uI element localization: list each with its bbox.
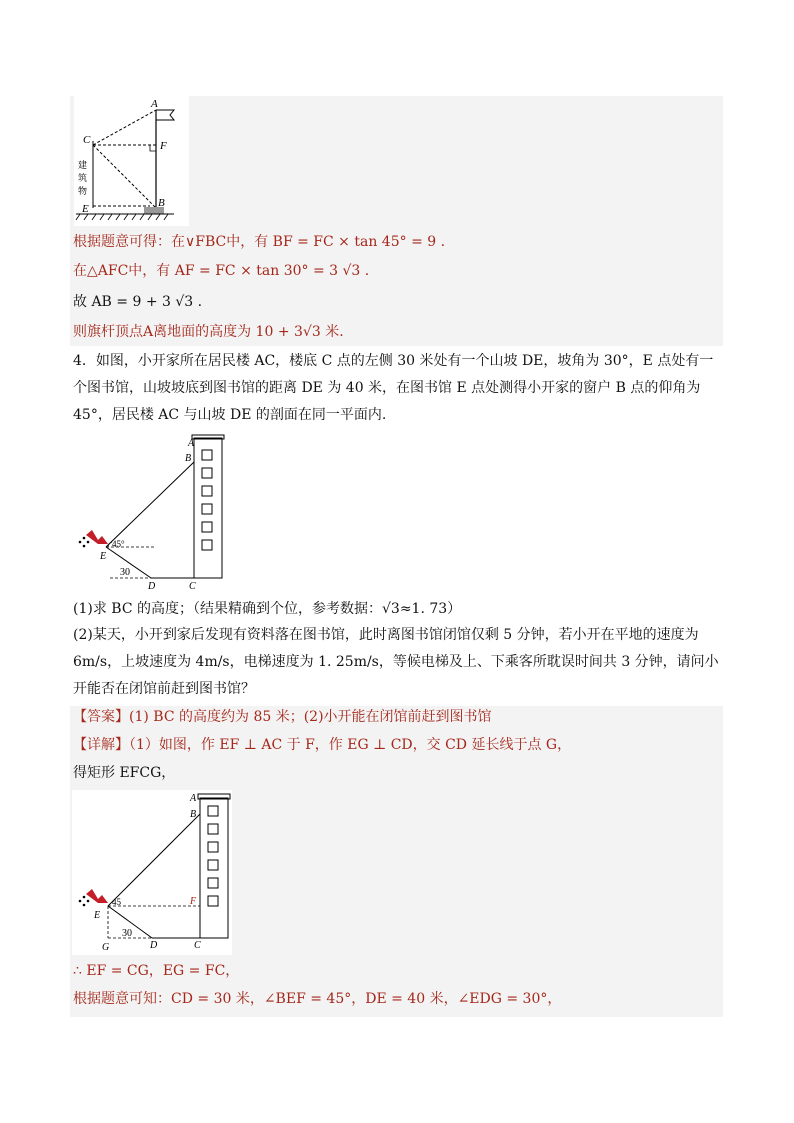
library-figure-1 [74, 432, 234, 592]
library-figure-2 [72, 790, 232, 955]
detail-text: （1）如图，作 EF ⊥ AC 于 F，作 EG ⊥ CD，交 CD 延长线于点 G， [129, 737, 572, 753]
after-line-1: ∴ EF = CG，EG = FC， [73, 963, 240, 979]
building-char-1: 建 [78, 160, 88, 170]
label-c: C [189, 581, 196, 592]
detail-label: 【详解】 [73, 737, 129, 753]
after-line-2: 根据题意可知：CD = 30 米，∠BEF = 45°，DE = 40 米，∠EDG = 30°， [73, 991, 562, 1007]
label-b: B [190, 809, 197, 820]
label-f: F [190, 896, 197, 907]
building-char-2: 筑 [78, 173, 88, 183]
label-f: F [160, 140, 167, 152]
label-c: C [83, 134, 91, 146]
label-dist: 30 [122, 928, 132, 939]
label-d: D [150, 940, 158, 951]
label-b: B [158, 197, 165, 209]
solution-line-3: 故 AB = 9 + 3 √3 . [73, 294, 203, 310]
answer-text: (1) BC 的高度约为 85 米；(2)小开能在闭馆前赶到图书馆 [129, 709, 492, 725]
label-a: A [151, 98, 158, 110]
label-g: G [102, 942, 110, 953]
solution-line-1: 根据题意可得：在∨FBC中，有 BF = FC × tan 45° = 9 . [73, 234, 446, 250]
label-b: B [185, 453, 192, 464]
label-d: D [148, 581, 156, 592]
label-c: C [194, 940, 201, 951]
problem-4-text: 4．如图，小开家所在居民楼 AC，楼底 C 点的左侧 30 米处有一个山坡 DE，坡角为 30°，E 点处有一个图书馆，山坡坡底到图书馆的距离 DE 为 40 米，在图书馆 E 点处测得小开家的窗户 B 点的仰角为 45°，居民楼 AC 与山坡 DE 的剖面在同一平面内. [73, 353, 714, 423]
label-a: A [190, 793, 197, 804]
detail-line [73, 735, 571, 755]
label-angle: 45° [112, 539, 125, 549]
label-dist: 30 [120, 567, 130, 578]
question-1: (1)求 BC 的高度；（结果精确到个位，参考数据：√3≈1. 73） [73, 601, 462, 617]
label-e: E [100, 551, 107, 562]
label-e: E [82, 203, 89, 215]
label-e: E [94, 910, 101, 921]
answer-label: 【答案】 [73, 709, 129, 725]
solution-line-4: 则旗杆顶点A离地面的高度为 10 + 3√3 米. [73, 324, 344, 340]
rect-line: 得矩形 EFCG， [73, 765, 176, 781]
question-2: (2)某天，小开到家后发现有资料落在图书馆，此时离图书馆闭馆仅剩 5 分钟，若小开在平地的速度为 6m/s，上坡速度为 4m/s，电梯速度为 1. 25m/s，等候电梯及上、下乘客所耽误时间共 3 分钟，请问小开能否在闭馆前赶到图书馆？ [73, 627, 719, 697]
solution-line-2: 在△AFC中，有 AF = FC × tan 30° = 3 √3 . [73, 263, 370, 279]
building-char-3: 物 [78, 186, 88, 196]
label-a: A [188, 438, 195, 449]
answer-line [73, 707, 492, 727]
label-angle: 45 [112, 897, 121, 907]
flagpole-figure [74, 96, 189, 226]
